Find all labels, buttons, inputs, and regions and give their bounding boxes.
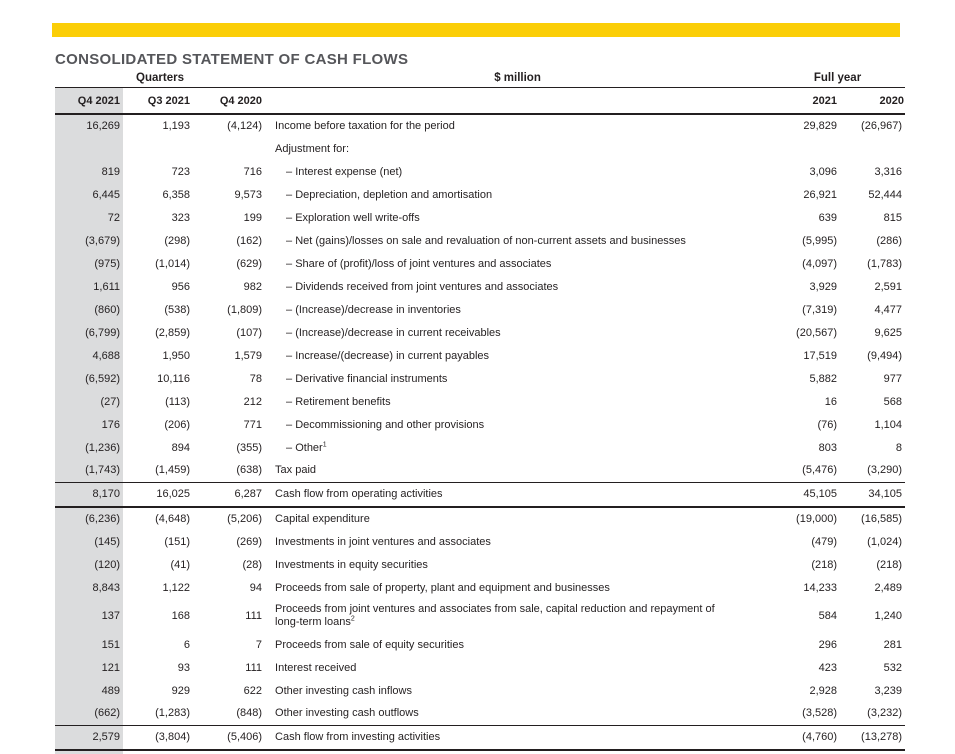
- row-label: Investments in joint ventures and associates: [275, 535, 491, 548]
- cell-description: [265, 252, 770, 275]
- column-header-description: [265, 88, 770, 115]
- table-row: [55, 702, 905, 725]
- cell-fy-2021: 423: [818, 661, 838, 674]
- cell-fy-2020: 532: [883, 661, 903, 674]
- table-row: [55, 413, 905, 436]
- cell-q3-2021: 168: [171, 610, 190, 622]
- footnote-marker: 1: [322, 440, 327, 448]
- cell-fy-2021: 29,829: [803, 120, 838, 132]
- cell-description: [265, 750, 770, 754]
- cell-fy-2020: 2,591: [874, 280, 903, 293]
- row-label: – Other$^1$: [286, 440, 327, 454]
- cell-fy-2021: 296: [818, 638, 838, 651]
- cell-q4-2021: 8,843: [55, 576, 123, 599]
- cell-fy-2020: 8: [895, 441, 903, 454]
- cell-q4-2020: 9,573: [234, 188, 263, 201]
- cell-fy-2020: 977: [883, 372, 903, 385]
- group-header-full-year: Full year: [770, 64, 905, 88]
- row-label: Proceeds from sale of equity securities: [275, 638, 464, 651]
- cell-q4-2020: 1,579: [234, 349, 263, 362]
- cell-q3-2021: (41): [170, 558, 190, 571]
- cell-q4-2021: (6,799): [55, 321, 123, 344]
- table-row: [55, 344, 905, 367]
- table-row: [55, 507, 905, 530]
- cell-q3-2021: 1,193: [162, 120, 190, 132]
- row-label: Investments in equity securities: [275, 558, 428, 571]
- row-label: – Exploration well write-offs: [286, 211, 420, 224]
- cell-q4-2020: 771: [243, 418, 263, 431]
- cell-q3-2021: (113): [165, 395, 190, 408]
- cell-fy-2021: (5,995): [802, 234, 838, 247]
- cell-fy-2021: (218): [811, 558, 838, 571]
- cell-q4-2020: 94: [249, 581, 263, 594]
- cell-q3-2021: (538): [164, 303, 190, 316]
- cell-fy-2021: 5,882: [809, 372, 838, 385]
- cell-q4-2021: 16,269: [55, 114, 123, 137]
- cell-q3-2021: 6,358: [162, 188, 190, 201]
- cell-q3-2021: (4,648): [155, 513, 190, 525]
- cell-description: [265, 137, 770, 160]
- cell-q4-2020: (107): [236, 326, 263, 339]
- cell-q4-2020: 78: [249, 372, 263, 385]
- cell-q3-2021: (1,014): [155, 257, 190, 270]
- cell-q3-2021: 723: [171, 165, 190, 178]
- row-label: Proceeds from sale of property, plant and equipment and businesses: [275, 581, 610, 594]
- cell-q3-2021: [123, 137, 193, 160]
- cell-fy-2021: 3,929: [809, 280, 838, 293]
- cell-fy-2021: (4,760): [802, 731, 838, 744]
- cell-q4-2020: 212: [243, 395, 263, 408]
- table-row: [55, 576, 905, 599]
- cell-fy-2021: 3,096: [809, 165, 838, 178]
- cell-fy-2020: 4,477: [874, 303, 903, 316]
- table-row: [55, 298, 905, 321]
- cell-q3-2021: (3,804): [155, 731, 190, 744]
- cell-fy-2020: 281: [883, 638, 903, 651]
- cell-fy-2021: 639: [818, 211, 838, 224]
- cell-q4-2020: 6,287: [234, 488, 263, 501]
- cell-fy-2020: 34,105: [868, 488, 903, 501]
- group-header-quarters: Quarters: [55, 64, 265, 88]
- cell-q4-2021: 8,170: [55, 482, 123, 507]
- row-label: – Decommissioning and other provisions: [286, 418, 485, 431]
- row-label: – (Increase)/decrease in inventories: [286, 303, 461, 316]
- cell-fy-2020: (218): [876, 558, 903, 571]
- table-row: [55, 206, 905, 229]
- cell-fy-2021: (20,567): [796, 326, 838, 339]
- cell-q4-2021: 819: [55, 160, 123, 183]
- cell-fy-2021: [770, 137, 840, 160]
- cell-q4-2020: (4,124): [227, 120, 263, 132]
- cell-q4-2020: (162): [236, 234, 263, 247]
- row-label: Capital expenditure: [275, 513, 370, 525]
- cell-description: [265, 436, 770, 459]
- cell-fy-2020: (13,278): [861, 731, 903, 744]
- cell-description: [265, 553, 770, 576]
- cell-q4-2020: (5,406): [227, 731, 263, 744]
- row-label: – Retirement benefits: [286, 395, 391, 408]
- cell-q4-2020: 7: [255, 638, 263, 651]
- row-label: Income before taxation for the period: [275, 120, 455, 132]
- cell-q4-2020: 622: [243, 684, 263, 697]
- cell-fy-2020: 3,316: [874, 165, 903, 178]
- cell-q3-2021: 929: [171, 684, 190, 697]
- cell-fy-2020: 568: [883, 395, 903, 408]
- cell-q4-2021: [55, 137, 123, 160]
- cell-fy-2020: (1,024): [867, 535, 903, 548]
- cell-description: [265, 367, 770, 390]
- cell-q4-2020: (629): [236, 257, 263, 270]
- cell-q4-2021: (145): [55, 530, 123, 553]
- cell-q4-2021: 1,611: [55, 275, 123, 298]
- cell-fy-2020: 3,239: [874, 684, 903, 697]
- cell-q4-2021: 121: [55, 656, 123, 679]
- cell-fy-2021: (3,528): [802, 707, 838, 720]
- cell-description: [265, 114, 770, 137]
- table-row: [55, 599, 905, 633]
- table-row: [55, 321, 905, 344]
- brand-accent-bar: [52, 23, 900, 37]
- cell-q4-2021: (1,743): [55, 459, 123, 482]
- cell-description: [265, 679, 770, 702]
- cell-description: [265, 413, 770, 436]
- cell-description: [265, 507, 770, 530]
- row-label: – Interest expense (net): [286, 165, 403, 178]
- row-label: – Increase/(decrease) in current payables: [286, 349, 490, 362]
- column-header-q3-2021: Q3 2021: [123, 88, 193, 115]
- cell-q4-2021: 4,688: [55, 344, 123, 367]
- row-label: – Derivative financial instruments: [286, 372, 448, 385]
- cell-description: [265, 229, 770, 252]
- cell-description: [265, 275, 770, 298]
- cell-fy-2021: 26,921: [803, 188, 838, 201]
- cell-q4-2020: 111: [245, 661, 263, 674]
- cell-fy-2020: (16,585): [861, 513, 903, 525]
- table-header: [55, 64, 905, 114]
- cell-q4-2020: (638): [236, 464, 263, 477]
- row-label: Adjustment for:: [275, 142, 350, 155]
- cell-fy-2021: (479): [811, 535, 838, 548]
- cell-fy-2020: (9,494): [867, 349, 903, 362]
- table-row: [55, 530, 905, 553]
- cell-q4-2021: (3,679): [55, 229, 123, 252]
- cell-q4-2021: 6,445: [55, 183, 123, 206]
- cell-q4-2020: (269): [236, 535, 263, 548]
- cell-q4-2021: 176: [55, 413, 123, 436]
- cell-q3-2021: 1,122: [162, 581, 190, 594]
- cell-q3-2021: (1,283): [155, 707, 190, 720]
- cell-description: [265, 702, 770, 725]
- table-row: [55, 160, 905, 183]
- table-row: [55, 275, 905, 298]
- cell-description: [265, 656, 770, 679]
- cell-fy-2021: 17,519: [803, 349, 838, 362]
- table-row: [55, 367, 905, 390]
- cell-fy-2021: 45,105: [803, 488, 838, 501]
- column-header-q4-2020: Q4 2020: [193, 88, 265, 115]
- row-label: Cash flow from operating activities: [275, 488, 443, 501]
- table-row: [55, 679, 905, 702]
- table-row: [55, 633, 905, 656]
- cell-fy-2021: 14,233: [803, 581, 838, 594]
- cell-description: [265, 321, 770, 344]
- cell-q4-2021: (120): [55, 553, 123, 576]
- cell-description: [265, 530, 770, 553]
- cell-fy-2021: [770, 750, 840, 754]
- row-label: Other investing cash inflows: [275, 684, 412, 697]
- cell-description: [265, 298, 770, 321]
- table-row: [55, 459, 905, 482]
- cell-description: [265, 206, 770, 229]
- cell-fy-2020: 1,240: [874, 610, 903, 622]
- cell-description: [265, 576, 770, 599]
- group-header-unit: $ million: [265, 64, 770, 88]
- table-row: [55, 229, 905, 252]
- table-row: [55, 114, 905, 137]
- table-row: [55, 436, 905, 459]
- cell-q4-2020: (5,206): [227, 513, 263, 525]
- table-row: [55, 252, 905, 275]
- cell-q4-2021: 137: [55, 599, 123, 633]
- cell-q3-2021: 10,116: [157, 372, 190, 385]
- row-label: Tax paid: [275, 464, 317, 477]
- cell-description: [265, 482, 770, 507]
- cell-fy-2020: 9,625: [874, 326, 903, 339]
- cell-description: [265, 160, 770, 183]
- cell-q4-2020: (848): [236, 707, 263, 720]
- row-label: – Depreciation, depletion and amortisation: [286, 188, 493, 201]
- cell-description: [265, 183, 770, 206]
- table-row: [55, 390, 905, 413]
- column-header-row: [55, 88, 905, 115]
- cell-fy-2020: (1,783): [867, 257, 903, 270]
- cell-description: [265, 344, 770, 367]
- table-row: [55, 553, 905, 576]
- cell-fy-2020: (286): [876, 234, 903, 247]
- cell-fy-2020: 2,489: [874, 581, 903, 594]
- table-row: [55, 725, 905, 750]
- cell-q3-2021: (206): [164, 418, 190, 431]
- cell-q4-2020: (1,809): [227, 303, 263, 316]
- cell-q3-2021: 93: [177, 661, 190, 674]
- cell-fy-2021: (7,319): [802, 303, 838, 316]
- page-title: CONSOLIDATED STATEMENT OF CASH FLOWS: [55, 51, 409, 69]
- cell-q4-2021: (6,592): [55, 367, 123, 390]
- row-label: Cash flow from investing activities: [275, 731, 441, 744]
- group-header-row: [55, 64, 905, 88]
- cell-fy-2021: (76): [817, 418, 838, 431]
- cell-q4-2021: (662): [55, 702, 123, 725]
- cell-q4-2020: 111: [245, 610, 263, 622]
- cell-fy-2020: [840, 750, 905, 754]
- cell-fy-2021: 16: [824, 395, 838, 408]
- row-label: Other investing cash outflows: [275, 707, 419, 720]
- row-label: – (Increase)/decrease in current receivables: [286, 326, 501, 339]
- row-label: – Net (gains)/losses on sale and revaluation of non-current assets and businesses: [286, 234, 686, 247]
- cell-fy-2021: (19,000): [796, 513, 838, 525]
- footnote-marker: 2: [350, 615, 355, 623]
- cell-q4-2021: 151: [55, 633, 123, 656]
- cell-q3-2021: 894: [171, 441, 190, 454]
- row-label: Proceeds from joint ventures and associates from sale, capital reduction and repayment of long-term loans$^2$: [275, 603, 715, 628]
- cell-description: [265, 390, 770, 413]
- row-label: – Dividends received from joint ventures and associates: [286, 280, 559, 293]
- table-body: [55, 114, 905, 754]
- cell-description: [265, 633, 770, 656]
- cell-q3-2021: 323: [171, 211, 190, 224]
- cell-q4-2021: 489: [55, 679, 123, 702]
- cell-fy-2021: (5,476): [802, 464, 838, 477]
- column-header-q4-2021: Q4 2021: [55, 88, 123, 115]
- row-label: Interest received: [275, 661, 357, 674]
- cell-fy-2021: (4,097): [802, 257, 838, 270]
- cell-description: [265, 459, 770, 482]
- column-header-fy-2021: 2021: [770, 88, 840, 115]
- row-label: – Share of (profit)/loss of joint ventures and associates: [286, 257, 552, 270]
- cell-q4-2021: (975): [55, 252, 123, 275]
- table-row: [55, 656, 905, 679]
- cell-fy-2021: 2,928: [809, 684, 838, 697]
- cell-description: [265, 725, 770, 750]
- cell-fy-2020: [840, 137, 905, 160]
- table-row: [55, 137, 905, 160]
- table-row: [55, 482, 905, 507]
- cell-fy-2020: 1,104: [874, 418, 903, 431]
- cell-fy-2020: (3,232): [867, 707, 903, 720]
- cell-q4-2021: (1,236): [55, 436, 123, 459]
- cell-q3-2021: 16,025: [156, 488, 190, 501]
- column-header-fy-2020: 2020: [840, 88, 905, 115]
- cell-q3-2021: (298): [164, 234, 190, 247]
- cell-q4-2020: (355): [236, 441, 263, 454]
- cell-q4-2021: 72: [55, 206, 123, 229]
- cell-q4-2020: 982: [243, 280, 263, 293]
- cell-q3-2021: (151): [164, 535, 190, 548]
- cell-fy-2020: 815: [883, 211, 903, 224]
- cell-q4-2020: [193, 137, 265, 160]
- cell-q4-2021: (860): [55, 298, 123, 321]
- cell-q3-2021: [123, 750, 193, 754]
- cell-q4-2021: [55, 750, 123, 754]
- cell-fy-2020: (26,967): [861, 120, 903, 132]
- cell-fy-2021: 803: [818, 441, 838, 454]
- cash-flow-table: [55, 64, 905, 754]
- cell-q4-2020: 716: [243, 165, 263, 178]
- table-row: [55, 183, 905, 206]
- cell-fy-2020: (3,290): [867, 464, 903, 477]
- cell-q3-2021: 956: [171, 280, 190, 293]
- cell-q4-2020: (28): [242, 558, 263, 571]
- shaded-column-spacer: [55, 750, 905, 754]
- cell-q3-2021: 6: [183, 638, 190, 651]
- cell-fy-2021: 584: [818, 610, 838, 622]
- cell-q4-2021: (27): [55, 390, 123, 413]
- cell-q3-2021: 1,950: [162, 349, 190, 362]
- cell-q3-2021: (1,459): [155, 464, 190, 477]
- cell-q3-2021: (2,859): [155, 326, 190, 339]
- cell-q4-2020: [193, 750, 265, 754]
- cell-q4-2021: 2,579: [55, 725, 123, 750]
- cell-q4-2020: 199: [243, 211, 263, 224]
- cell-q4-2021: (6,236): [55, 507, 123, 530]
- cell-description: [265, 599, 770, 633]
- cell-fy-2020: 52,444: [868, 188, 903, 201]
